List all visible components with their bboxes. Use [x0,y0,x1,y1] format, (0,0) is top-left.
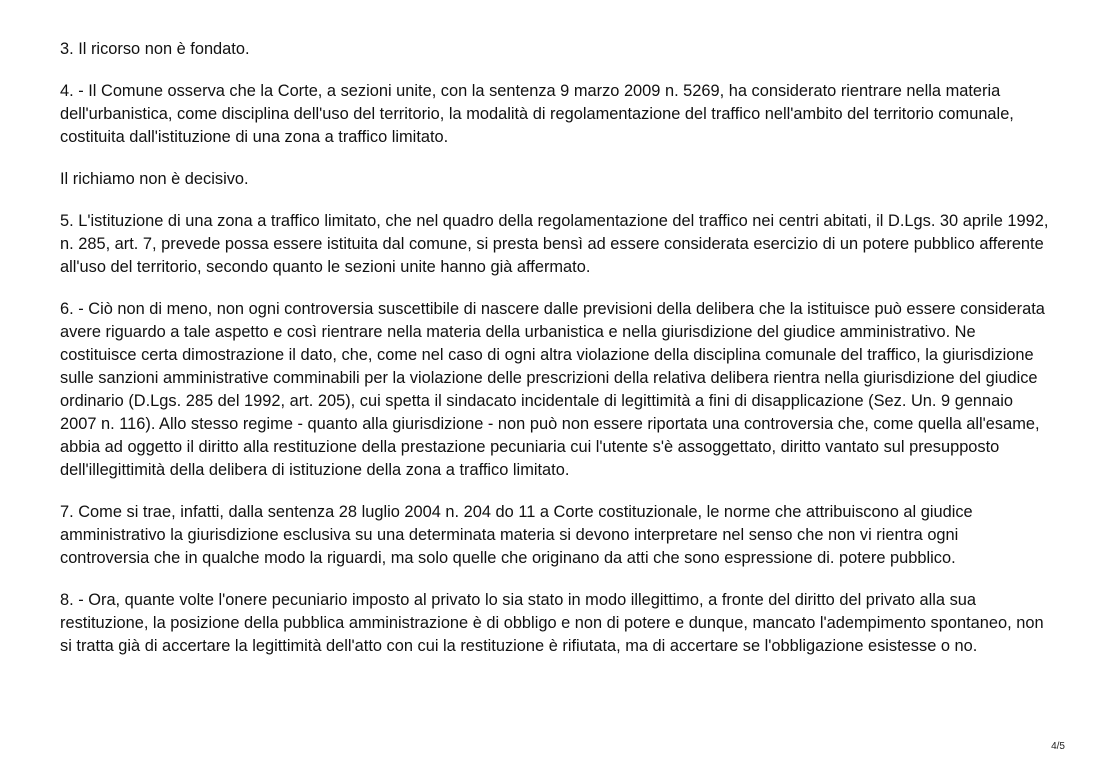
paragraph-5: 5. L'istituzione di una zona a traffico limitato, che nel quadro della regolamentazione del traffico nei centri abitati, il D.Lgs. 30 aprile 1992, n. 285, art. 7, prevede possa essere istituita dal comune, si presta bensì ad essere considerata esercizio di un potere pubblico afferente all'uso del territorio, secondo quanto le sezioni unite hanno già affermato. [60,212,1049,276]
paragraph-7: 7. Come si trae, infatti, dalla sentenza 28 luglio 2004 n. 204 do 11 a Corte costituzionale, le norme che attribuiscono al giudice amministrativo la giurisdizione esclusiva su una determinata materia si devono interpretare nel senso che non vi rientra ogni controversia che in qualche modo la riguardi, ma solo quelle che originano da atti che sono espressione di. potere pubblico. [60,503,973,567]
paragraph-richiamo: Il richiamo non è decisivo. [60,170,249,188]
page-number: 4/5 [1051,741,1065,752]
paragraph-6: 6. - Ciò non di meno, non ogni controversia suscettibile di nascere dalle previsioni della delibera che la istituisce può essere considerata avere riguardo a tale aspetto e così rientrare nella materia della urbanistica e nella giurisdizione del giudice amministrativo. Ne costituisce certa dimostrazione il dato, che, come nel caso di ogni altra violazione della disciplina comunale del traffico, la giurisdizione sulle sanzioni amministrative comminabili per la violazione delle prescrizioni della relativa delibera rientra nella giurisdizione del giudice ordinario (D.Lgs. 285 del 1992, art. 205), cui spetta il sindacato incidentale di legittimità a fini di disapplicazione (Sez. Un. 9 gennaio 2007 n. 116). Allo stesso regime - quanto alla giurisdizione - non può non essere riportata una controversia che, come quella all'esame, abbia ad oggetto il diritto alla restituzione della prestazione pecuniaria cui l'utente s'è assoggettato, diritto vantato sul presupposto dell'illegittimità della delibera di istituzione della zona a traffico limitato. [60,300,1045,479]
paragraph-8: 8. - Ora, quante volte l'onere pecuniario imposto al privato lo sia stato in modo illegittimo, a fronte del diritto del privato alla sua restituzione, la posizione della pubblica amministrazione è di obbligo e non di potere e dunque, mancato l'adempimento spontaneo, non si tratta già di accertare la legittimità dell'atto con cui la restituzione è rifiutata, ma di accertare se l'obbligazione esistesse o no. [60,591,1044,655]
paragraph-3: 3. Il ricorso non è fondato. [60,40,250,58]
paragraph-4: 4. - Il Comune osserva che la Corte, a sezioni unite, con la sentenza 9 marzo 2009 n. 5269, ha considerato rientrare nella materia dell'urbanistica, come disciplina dell'uso del territorio, la modalità di regolamentazione del traffico nell'ambito del territorio comunale, costituita dall'istituzione di una zona a traffico limitato. [60,82,1014,146]
document-page [60,38,1050,677]
